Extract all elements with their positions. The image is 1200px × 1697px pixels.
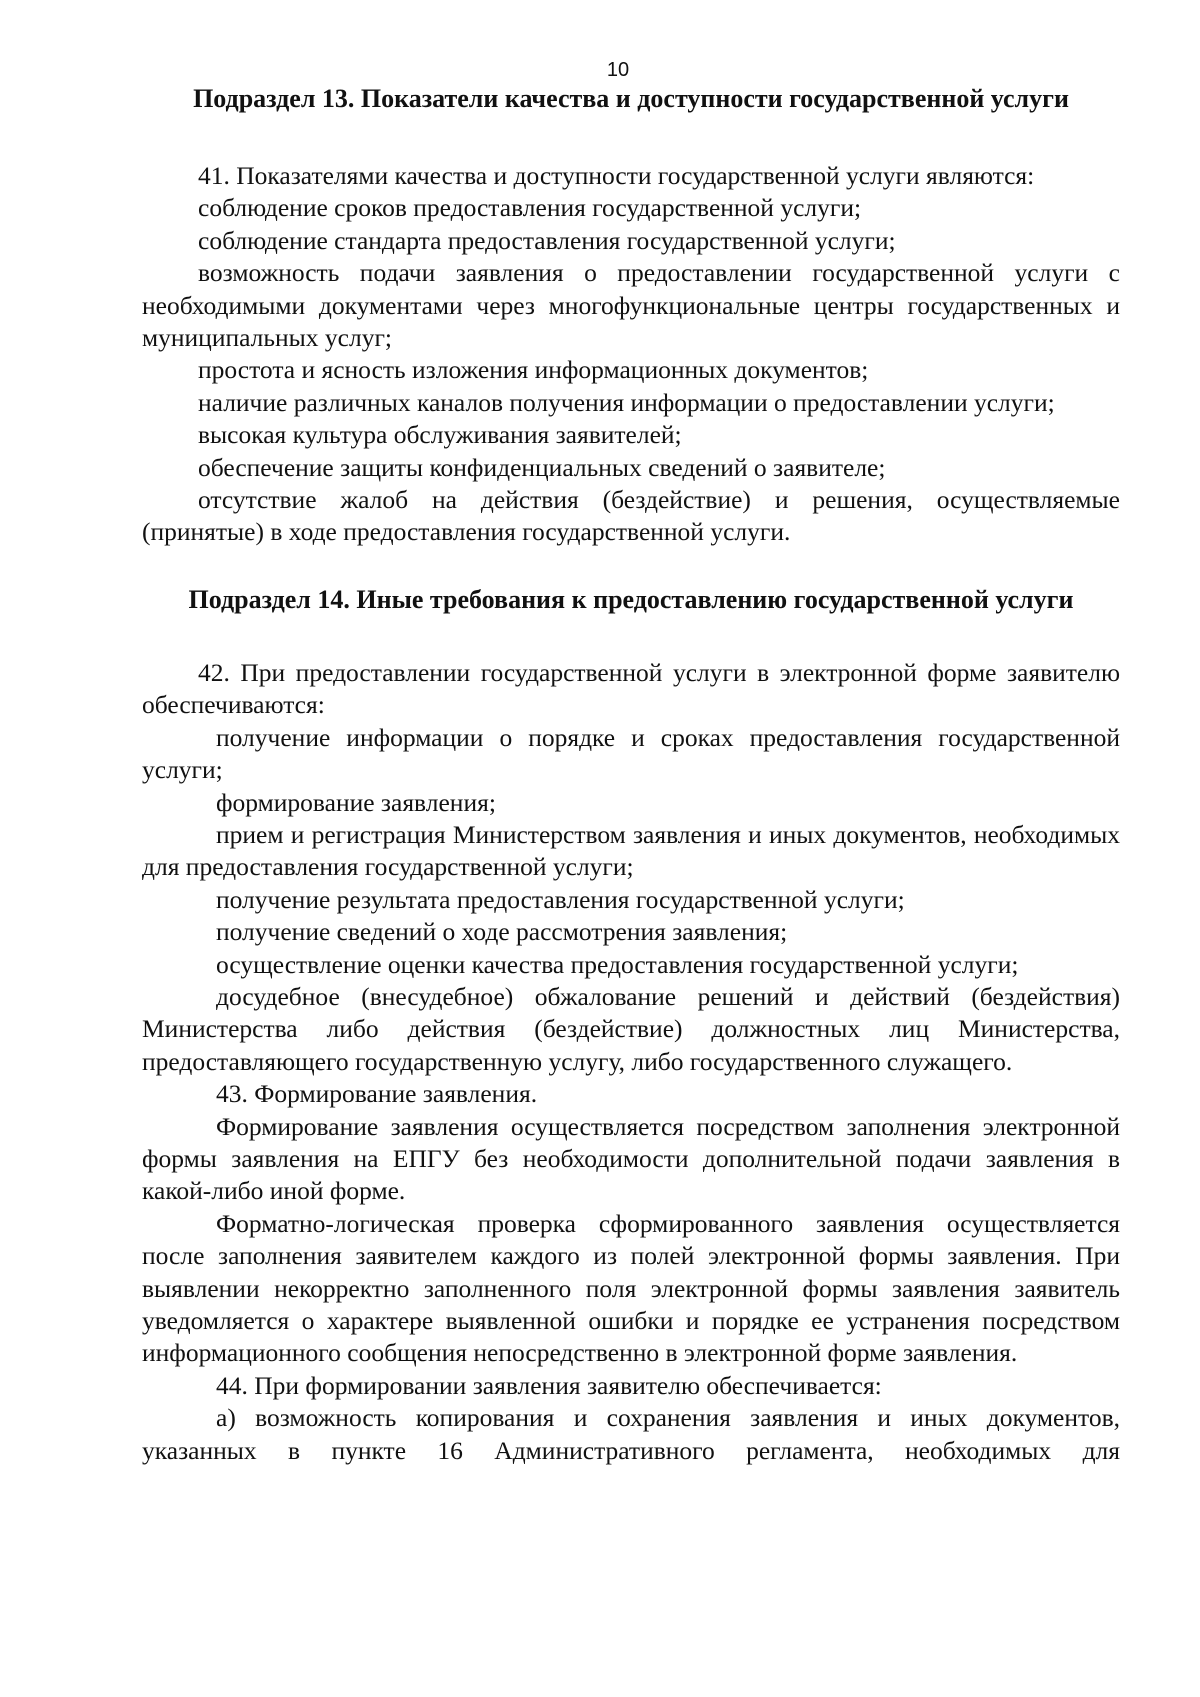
paragraph: соблюдение стандарта предоставления государственной услуги; [198, 225, 896, 255]
paragraph: 44. При формировании заявления заявителю обеспечивается: [216, 1370, 882, 1400]
page-number: 10 [606, 59, 630, 81]
section-13-body [142, 160, 1120, 549]
section-13-heading: Подраздел 13. Показатели качества и доступности государственной услуги [193, 84, 1069, 113]
paragraph: формирование заявления; [216, 787, 496, 817]
paragraph: Форматно-логическая проверка сформированного заявления осуществляется после заполнения заявителем каждого из полей электронной формы заявления. При выявлении некорректно заполненного поля электронной формы заявления заявитель уведомляется о характере выявленной ошибки и порядке ее устранения посредством информационного сообщения непосредственно в электронной форме заявления. [142, 1208, 1120, 1368]
paragraph: получение результата предоставления государственной услуги; [216, 884, 905, 914]
paragraph: получение сведений о ходе рассмотрения заявления; [216, 917, 788, 947]
paragraph: соблюдение сроков предоставления государственной услуги; [198, 193, 862, 223]
paragraph: прием и регистрация Министерством заявления и иных документов, необходимых для предоставления государственной услуги; [142, 819, 1120, 882]
paragraph: 43. Формирование заявления. [216, 1079, 538, 1109]
paragraph: а) возможность копирования и сохранения заявления и иных документов, указанных в пункте 16 Административного регламента, необходимых для [142, 1403, 1120, 1465]
section-14-body [142, 657, 1120, 1467]
paragraph: Формирование заявления осуществляется посредством заполнения электронной формы заявления на ЕПГУ без необходимости дополнительной подачи заявления в какой-либо иной форме. [142, 1111, 1120, 1206]
paragraph: высокая культура обслуживания заявителей; [198, 420, 682, 450]
paragraph: наличие различных каналов получения информации о предоставлении услуги; [198, 387, 1055, 417]
section-14-heading: Подраздел 14. Иные требования к предоставлению государственной услуги [188, 584, 1074, 614]
paragraph: досудебное (внесудебное) обжалование решений и действий (бездействия) Министерства либо действия (бездействие) должностных лиц Министерства, предоставляющего государственную услугу, либо государственного служащего. [142, 981, 1120, 1076]
document-body [142, 84, 1120, 1467]
paragraph: отсутствие жалоб на действия (бездействие) и решения, осуществляемые (принятые) в ходе предоставления государственной услуги. [142, 485, 1120, 547]
paragraph: простота и ясность изложения информационных документов; [198, 355, 869, 385]
paragraph: 41. Показателями качества и доступности государственной услуги являются: [198, 161, 1035, 190]
paragraph: получение информации о порядке и сроках предоставления государственной услуги; [142, 722, 1120, 785]
paragraph: осуществление оценки качества предоставления государственной услуги; [216, 949, 1019, 979]
paragraph: обеспечение защиты конфиденциальных сведений о заявителе; [198, 452, 886, 482]
paragraph: 42. При предоставлении государственной услуги в электронной форме заявителю обеспечиваются: [142, 657, 1120, 720]
paragraph: возможность подачи заявления о предоставлении государственной услуги с необходимыми документами через многофункциональные центры государственных и муниципальных услуг; [142, 258, 1120, 353]
